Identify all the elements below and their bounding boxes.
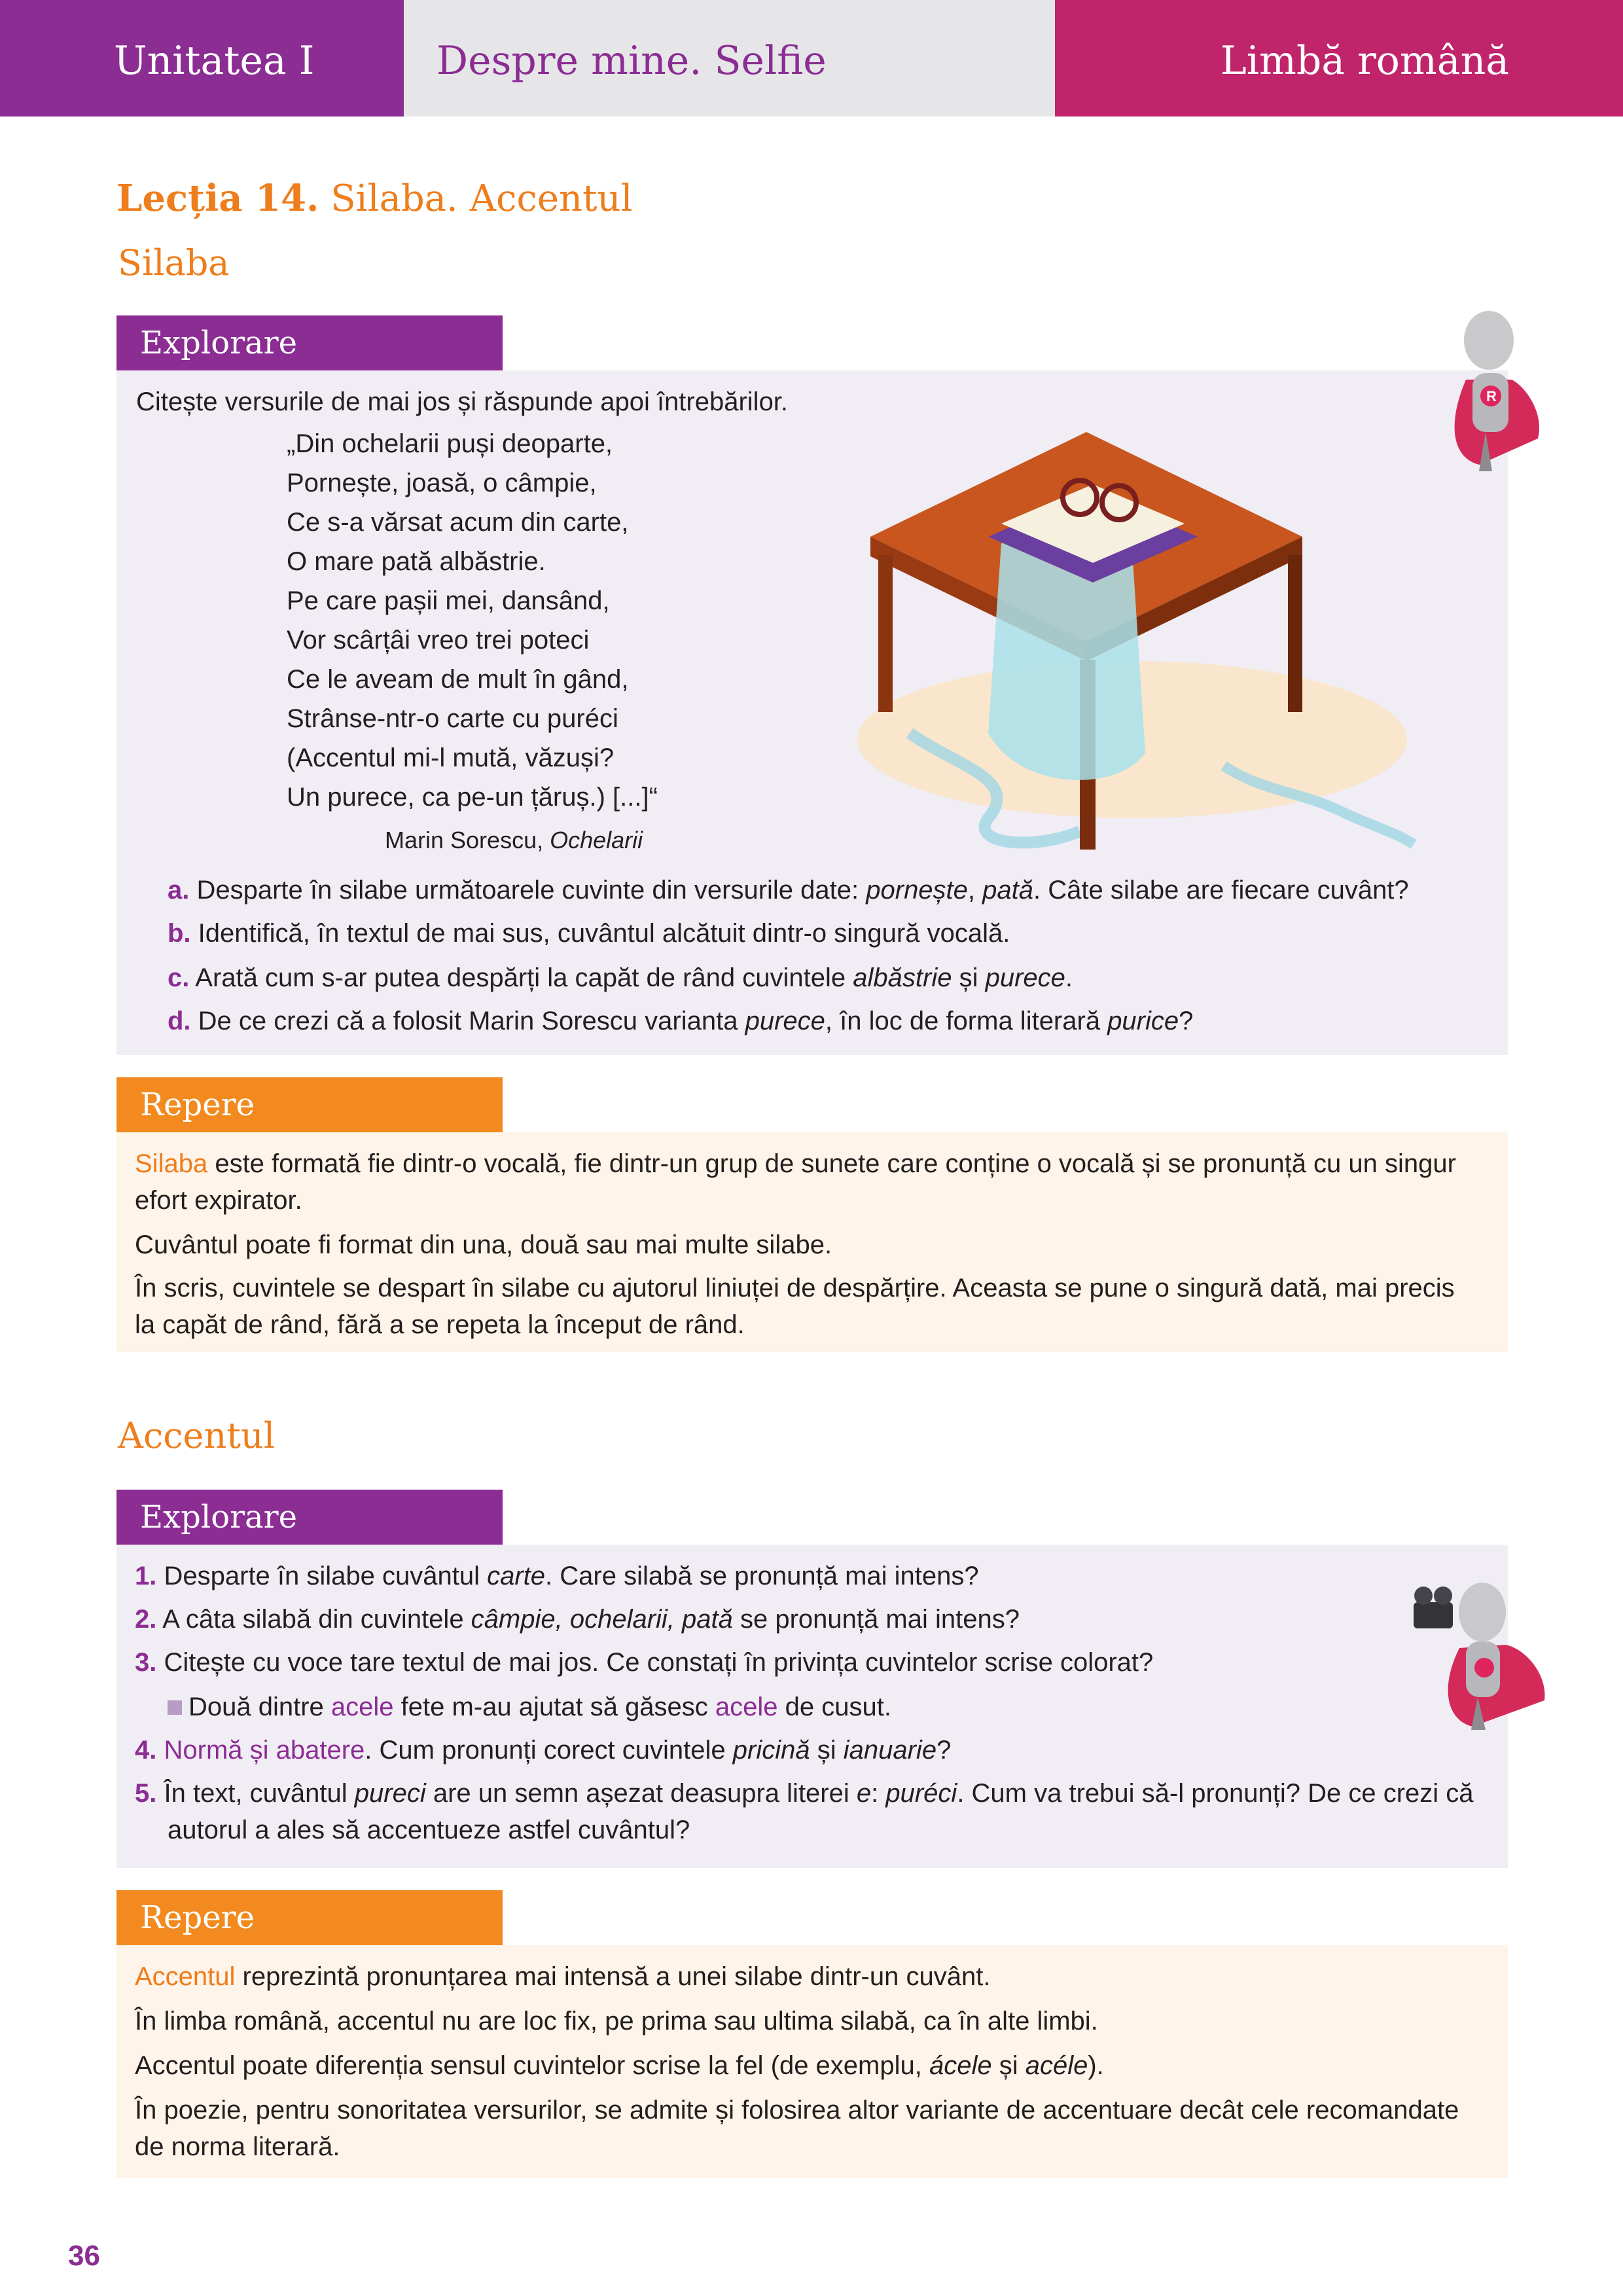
question-text: Desparte în silabe cuvântul (164, 1562, 488, 1590)
question-text: are un semn așezat deasupra literei (425, 1779, 857, 1808)
repere-tab: Repere (116, 1077, 503, 1132)
mascot-head (1464, 311, 1514, 370)
question-label: c. (168, 963, 190, 992)
repere-text: la capăt de rând, fără a se repeta la început de rând. (135, 1310, 745, 1339)
repere-text: În scris, cuvintele se despart în silabe cu ajutorul liniuței de despărțire. Aceasta se pune o singură dată, mai precis (135, 1274, 1455, 1302)
poem-line: O mare pată albăstrie. (287, 547, 546, 576)
repere-paragraph (135, 2049, 1104, 2083)
question-text: și (810, 1736, 844, 1765)
mascot-badge (1474, 1658, 1494, 1677)
mascot-head (1459, 1583, 1506, 1641)
example-text: de cusut. (777, 1693, 891, 1721)
poem-author: Marin Sorescu, (385, 827, 550, 853)
example-sentence (168, 1690, 891, 1724)
question-d (168, 1004, 1193, 1038)
question-word: ianuarie (843, 1736, 937, 1765)
question-text: se pronunță mai intens? (732, 1605, 1020, 1634)
repere-text: efort expirator. (135, 1186, 302, 1215)
lesson-name: Silaba. Accentul (319, 177, 633, 220)
topic-banner (404, 0, 1055, 117)
question-word: purece (985, 963, 1065, 992)
question-word: puréci (885, 1779, 957, 1808)
repere-tab: Repere (116, 1890, 503, 1945)
question-highlight: Normă și abatere (164, 1736, 365, 1765)
poem-line: Ce s-a vărsat acum din carte, (287, 508, 629, 537)
question-a (168, 873, 1409, 907)
question-label: a. (168, 876, 190, 905)
poem-line: Pornește, joasă, o câmpie, (287, 469, 597, 497)
question-text: . (1065, 963, 1073, 992)
question-text: De ce crezi că a folosit Marin Sorescu varianta (198, 1007, 745, 1035)
question-label: 3. (135, 1648, 157, 1677)
question-label: 1. (135, 1562, 157, 1590)
poem-attribution (385, 823, 643, 857)
explorare-tab: Explorare (116, 315, 503, 370)
repere-paragraph (135, 1147, 1456, 1181)
question-text: Identifică, în textul de mai sus, cuvântul alcătuit dintr-o singură vocală. (198, 919, 1010, 948)
lesson-title (116, 177, 633, 220)
repere-term: Silaba (135, 1149, 208, 1178)
repere-word: ácele (929, 2051, 992, 2080)
question-word: pornește (866, 876, 968, 905)
question-b (168, 916, 1010, 950)
repere-text: este formată fie dintr-o vocală, fie dintr-un grup de sunete care conține o vocală și se pronunță cu un singur (207, 1149, 1456, 1178)
explorare-tab: Explorare (116, 1490, 503, 1545)
question-text: , în loc de forma literară (825, 1007, 1108, 1035)
question-3 (135, 1645, 1153, 1679)
question-word: carte (487, 1562, 546, 1590)
repere-text: Accentul poate diferenția sensul cuvintelor scrise la fel (de exemplu, (135, 2051, 929, 2080)
repere-word: acéle (1025, 2051, 1088, 2080)
camera-reel-icon (1434, 1587, 1452, 1605)
question-text: . Cum pronunți corect cuvintele (365, 1736, 733, 1765)
question-5-continued: autorul a ales să accentueze astfel cuvântul? (168, 1816, 690, 1844)
repere-term: Accentul (135, 1962, 236, 1991)
repere-text: de norma literară. (135, 2132, 340, 2161)
subject-title: Limbă română (1220, 38, 1509, 84)
question-word: pată (982, 876, 1034, 905)
question-word: pricină (732, 1736, 810, 1765)
subject-banner (1055, 0, 1623, 117)
lesson-label: Lecția 14. (116, 177, 319, 220)
question-text: , (967, 876, 983, 905)
question-4 (135, 1733, 951, 1767)
poem-line: Pe care pașii mei, dansând, (287, 586, 610, 615)
poem-line: Vor scârțâi vreo trei poteci (287, 626, 590, 655)
table-book-illustration (805, 425, 1433, 857)
repere-text: reprezintă pronunțarea mai intensă a unei silabe dintr-un cuvânt. (235, 1962, 991, 1991)
poem-line: (Accentul mi-l mută, văzuși? (287, 744, 615, 772)
mascot-badge-letter: R (1486, 388, 1497, 404)
example-highlight: acele (330, 1693, 394, 1721)
question-word: purice (1107, 1007, 1179, 1035)
question-word: câmpie, ochelarii, pată (471, 1605, 733, 1634)
mascot-camera (1400, 1576, 1551, 1733)
question-word: purece (745, 1007, 825, 1035)
topic-title: Despre mine. Selfie (437, 38, 827, 84)
explorare-intro: Citește versurile de mai jos și răspunde apoi întrebărilor. (136, 387, 789, 416)
repere-text: Cuvântul poate fi format din una, două sau mai multe silabe. (135, 1230, 832, 1259)
question-text: Citește cu voce tare textul de mai jos. Ce constați în privința cuvintelor scrise colorat? (164, 1648, 1154, 1677)
question-text: . Cum va trebui să-l pronunți? De ce crezi că (957, 1779, 1474, 1808)
question-label: d. (168, 1007, 191, 1035)
question-label: 5. (135, 1779, 157, 1808)
question-label: b. (168, 919, 191, 948)
question-2 (135, 1602, 1020, 1636)
question-c (168, 961, 1073, 995)
camera-reel-icon (1414, 1587, 1433, 1605)
question-text: A câta silabă din cuvintele (162, 1605, 471, 1634)
repere-text: În poezie, pentru sonoritatea versurilor, se admite și folosirea altor variante de accentuare decât cele recomandate (135, 2096, 1459, 2125)
unit-title: Unitatea I (114, 38, 315, 84)
question-text: Desparte în silabe următoarele cuvinte din versurile date: (196, 876, 866, 905)
section-title-silaba: Silaba (118, 242, 230, 283)
camera-icon (1414, 1602, 1453, 1628)
question-label: 4. (135, 1736, 157, 1765)
question-text: . Câte silabe are fiecare cuvânt? (1033, 876, 1409, 905)
unit-banner (0, 0, 404, 117)
bullet-square-icon (168, 1700, 182, 1715)
mascot-superhero (1440, 308, 1551, 478)
poem-work: Ochelarii (550, 827, 643, 853)
question-text: ? (1179, 1007, 1194, 1035)
example-text: fete m-au ajutat să găsesc (393, 1693, 715, 1721)
question-text: . Care silabă se pronunță mai intens? (545, 1562, 979, 1590)
question-label: 2. (135, 1605, 157, 1634)
question-word: albăstrie (853, 963, 952, 992)
repere-text: ). (1088, 2051, 1104, 2080)
poem-line: „Din ochelarii puși deoparte, (287, 429, 613, 458)
question-text: : (871, 1779, 886, 1808)
poem-line: Ce le aveam de mult în gând, (287, 665, 629, 694)
table-leg (878, 555, 893, 712)
example-text: Două dintre (188, 1693, 331, 1721)
water-flow (988, 543, 1145, 780)
example-highlight: acele (715, 1693, 778, 1721)
page-number: 36 (68, 2240, 100, 2272)
section-title-accentul: Accentul (118, 1415, 275, 1456)
repere-text: În limba română, accentul nu are loc fix, pe prima sau ultima silabă, ca în alte limbi. (135, 2007, 1098, 2036)
question-word: pureci (354, 1779, 426, 1808)
question-text: ? (936, 1736, 952, 1765)
question-text: Arată cum s-ar putea despărți la capăt de rând cuvintele (195, 963, 853, 992)
repere-paragraph (135, 1960, 990, 1994)
page-header (0, 0, 1623, 117)
question-5 (135, 1776, 1474, 1810)
repere-text: și (991, 2051, 1026, 2080)
table-leg (1288, 555, 1302, 712)
poem-line: Un purece, ca pe-un țăruș.) [...]“ (287, 783, 658, 812)
poem-line: Strânse-ntr-o carte cu puréci (287, 704, 618, 733)
question-text: În text, cuvântul (164, 1779, 355, 1808)
question-text: și (952, 963, 986, 992)
question-1 (135, 1559, 979, 1593)
question-word: e (856, 1779, 872, 1808)
